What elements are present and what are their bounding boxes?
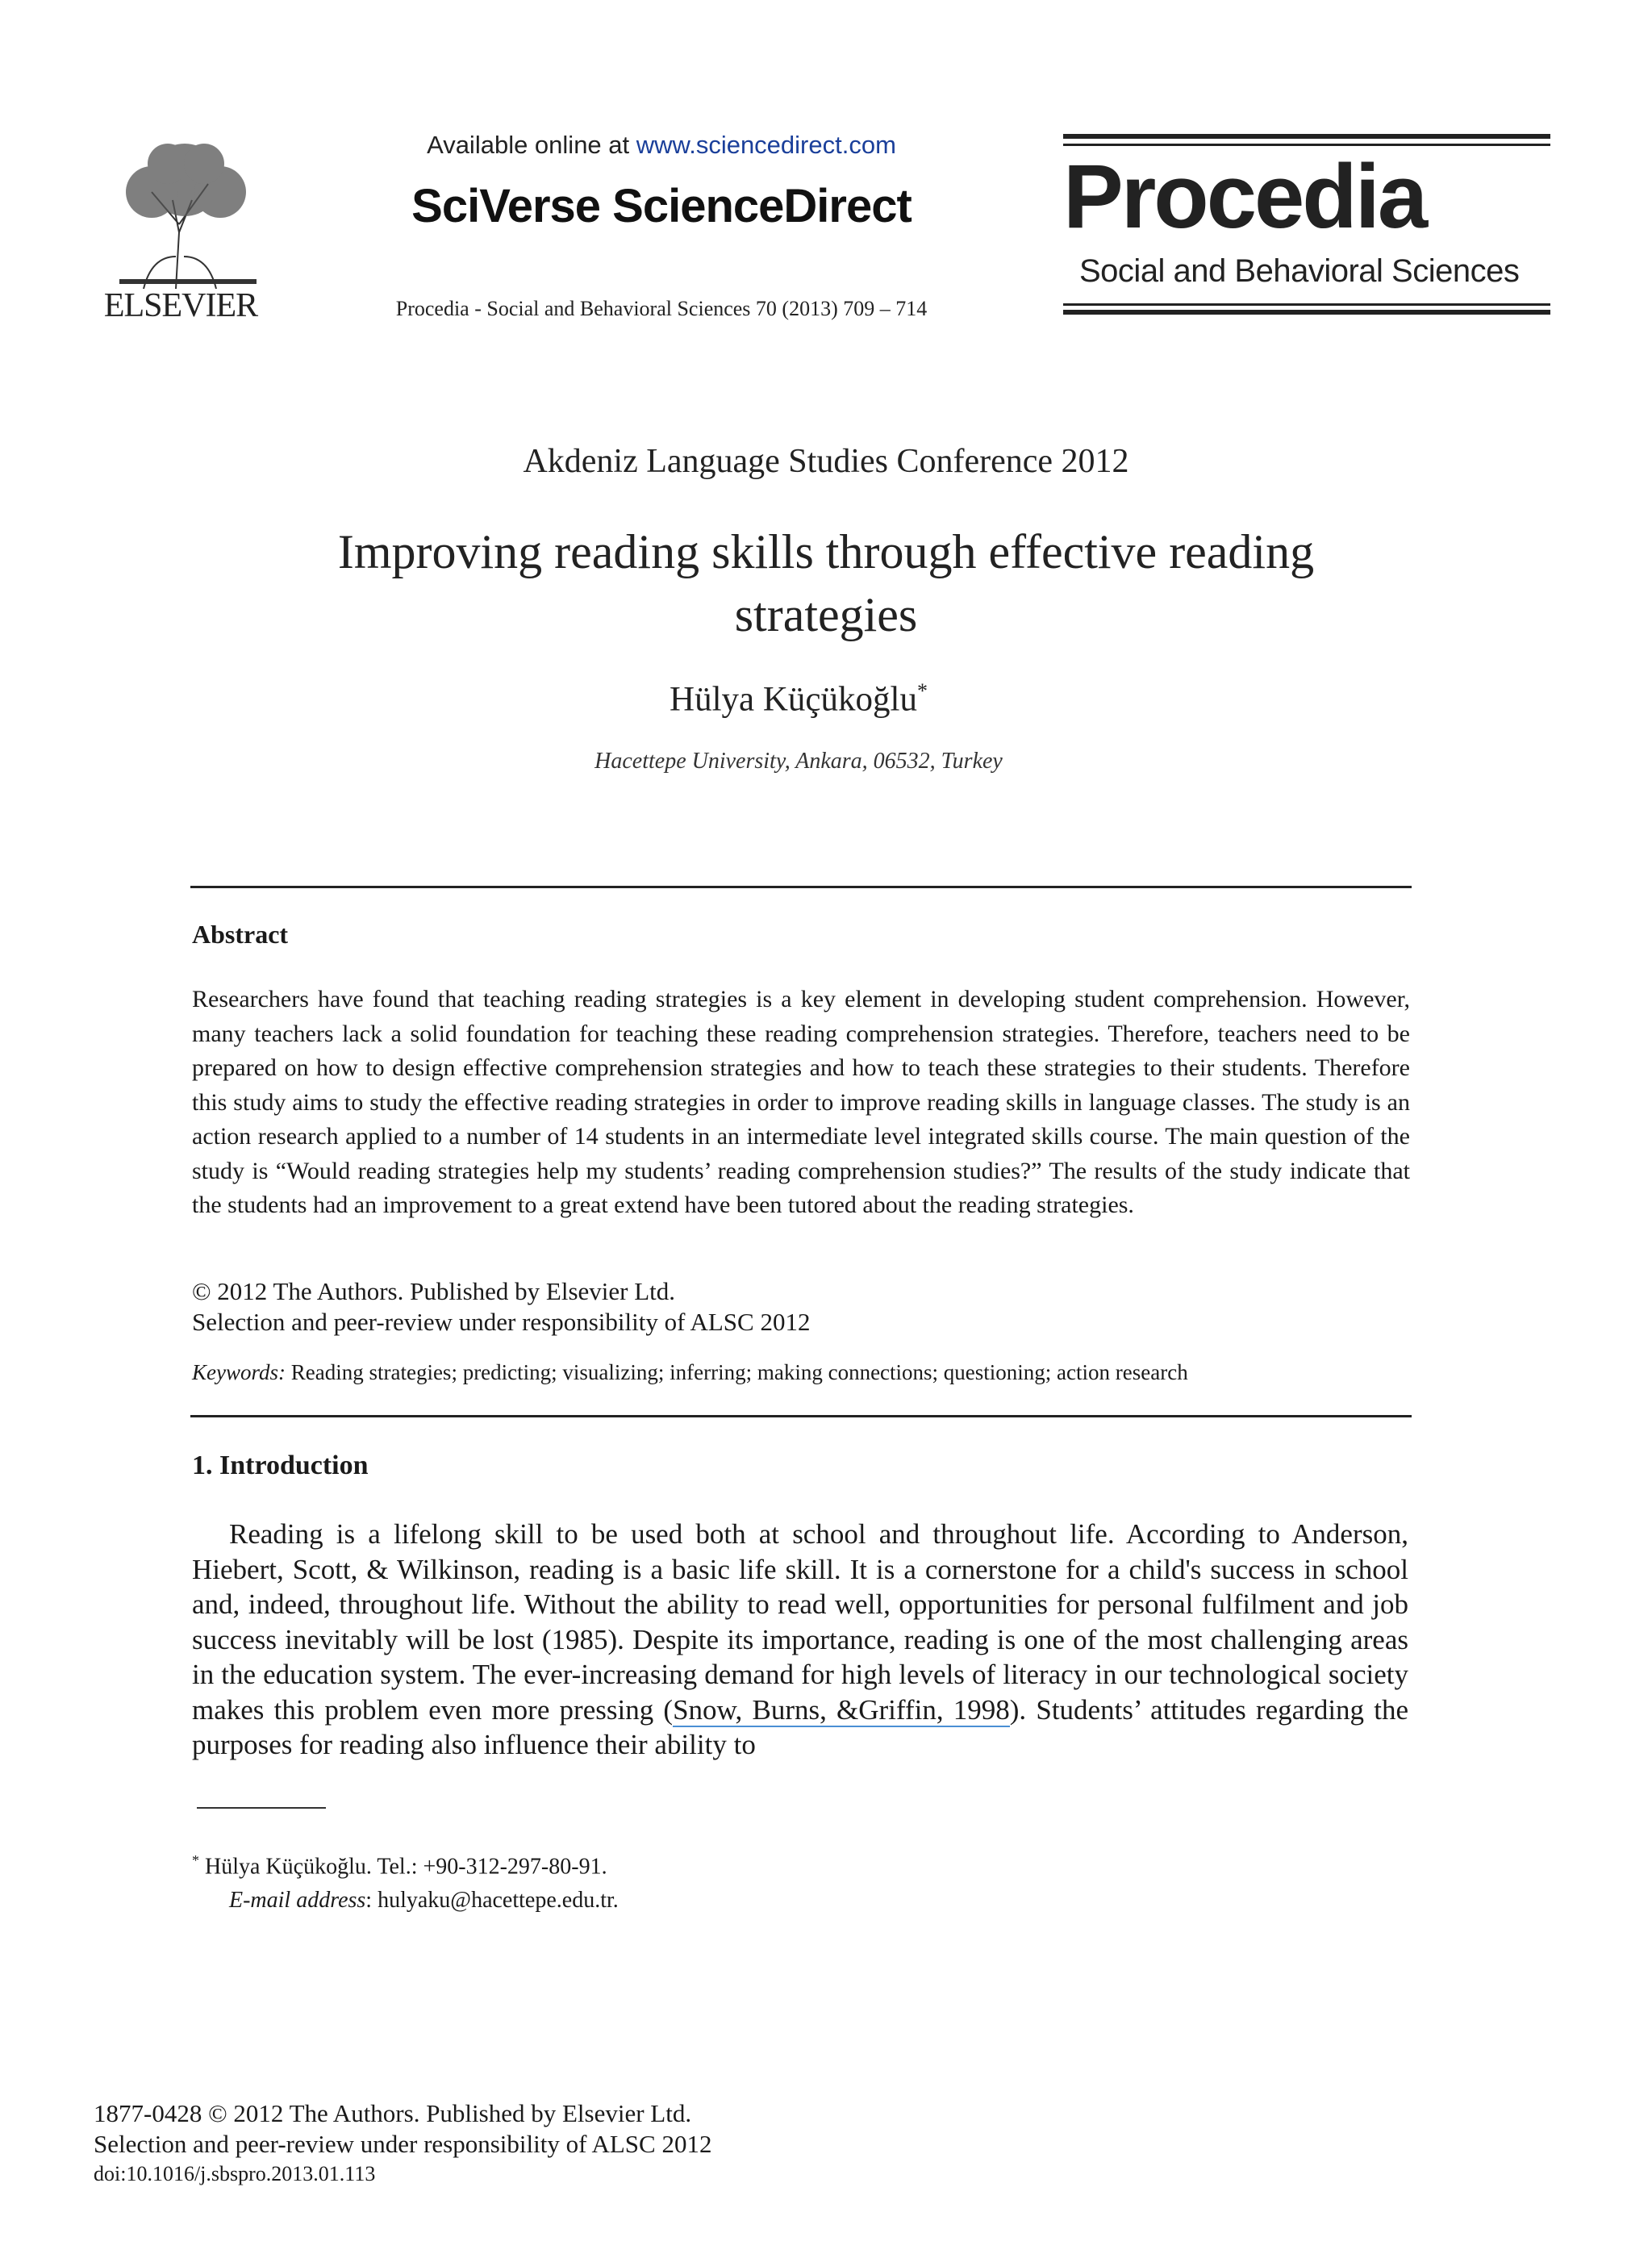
elsevier-wordmark: ELSEVIER [103, 287, 258, 324]
abstract-copyright: © 2012 The Authors. Published by Elsevier Ltd. [192, 1277, 676, 1305]
footnote-email [229, 1888, 619, 1914]
footnote-mark: * [192, 1852, 199, 1868]
abstract-bottom-rule [190, 1415, 1412, 1417]
citation-link[interactable]: Snow, Burns, &Griffin, 1998 [673, 1693, 1010, 1726]
keywords-label: Keywords: [192, 1360, 286, 1384]
masthead-rule-top [1063, 134, 1550, 139]
conference-name: Akdeniz Language Studies Conference 2012 [523, 443, 1129, 480]
author-affiliation: Hacettepe University, Ankara, 06532, Turkey [594, 749, 1003, 774]
author-footnote-mark[interactable]: * [916, 679, 928, 703]
article-title [161, 520, 1491, 646]
footer-peer-review: Selection and peer-review under responsibility of ALSC 2012 [94, 2130, 712, 2158]
keywords [192, 1360, 1188, 1385]
title-line-2: strategies [734, 588, 918, 641]
abstract-text: Researchers have found that teaching reading strategies is a key element in developing student comprehension. However, many teachers lack a solid foundation for teaching these reading comprehension strategies. Therefore, teachers need to be prepared on how to design effective comprehension strategies and how to teach these strategies to their students. Therefore this study aims to study the effective reading strategies in order to improve reading skills in language classes. The study is an action research applied to a number of 14 students in an intermediate level integrated skills course. The main question of the study is “Would reading strategies help my students’ reading comprehension studies?” The results of the study indicate that the students had an improvement to a great extend have been tutored about the reading strategies. [192, 986, 1410, 1218]
author-name [0, 679, 1597, 719]
footer-doi[interactable]: doi:10.1016/j.sbspro.2013.01.113 [94, 2162, 376, 2185]
keywords-list: Reading strategies; predicting; visualizing; inferring; making connections; questioning; action research [286, 1360, 1188, 1384]
footer-issn-copyright: 1877-0428 © 2012 The Authors. Published by Elsevier Ltd. [94, 2099, 692, 2127]
available-prefix: Available online at [427, 131, 636, 159]
available-online [347, 131, 976, 160]
intro-text-before: Reading is a lifelong skill to be used both at school and throughout life. According to Anderson, Hiebert, Scott, & Wilkinson, reading is a basic life skill. It is a cornerstone for a child's success in school and, indeed, throughout life. Without the ability to read well, opportunities for personal fulfilment and job success inevitably will be lost (1985). Despite its importance, reading is one of the most challenging areas in the education system. The ever-increasing demand for high levels of literacy in our technological society makes this problem even more pressing ( [192, 1518, 1408, 1726]
sciverse-wordmark: SciVerse ScienceDirect [411, 180, 912, 232]
email-label: E-mail address [229, 1888, 366, 1913]
masthead-rule-bottom [1063, 310, 1550, 315]
footnote-contact-text: Hülya Küçükoğlu. Tel.: +90-312-297-80-91. [199, 1854, 607, 1880]
footnote-contact [192, 1852, 607, 1880]
masthead-rule-bottom-thin [1063, 303, 1550, 306]
abstract-peer-review: Selection and peer-review under responsibility of ALSC 2012 [192, 1308, 811, 1336]
procedia-masthead [1063, 134, 1550, 318]
journal-citation: Procedia - Social and Behavioral Sciences 70 (2013) 709 – 714 [395, 297, 928, 320]
abstract-top-rule [190, 886, 1412, 888]
introduction-heading: 1. Introduction [192, 1450, 369, 1480]
title-line-1: Improving reading skills through effective reading [337, 525, 1315, 578]
introduction-text [192, 1517, 1408, 1763]
procedia-subtitle: Social and Behavioral Sciences [1079, 253, 1520, 289]
intro-text-after: ). Students’ attitudes regarding the purposes for reading also influence their ability to [192, 1693, 1409, 1760]
sciencedirect-link[interactable]: www.sciencedirect.com [636, 131, 896, 159]
author-text: Hülya Küçükoğlu [670, 680, 917, 719]
email-address[interactable]: : hulyaku@hacettepe.edu.tr. [365, 1888, 619, 1913]
footnote-rule [197, 1807, 326, 1809]
abstract-heading: Abstract [192, 920, 289, 949]
procedia-wordmark: Procedia [1063, 146, 1426, 247]
